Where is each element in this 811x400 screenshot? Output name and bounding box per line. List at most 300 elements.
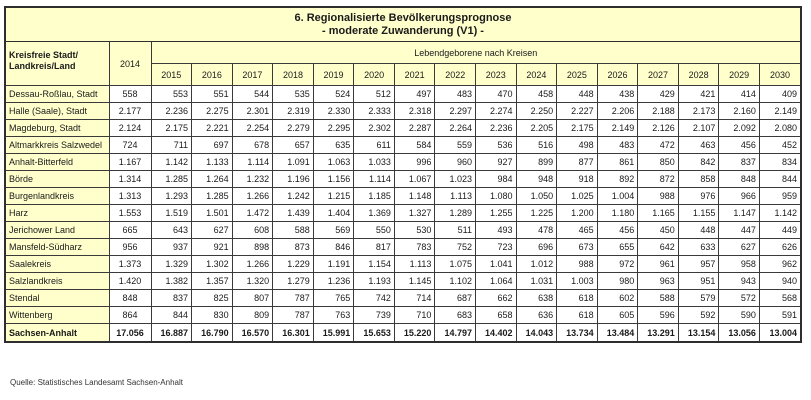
value-cell: 449 bbox=[759, 222, 800, 239]
year-header: 2017 bbox=[232, 64, 273, 86]
value-cell: 2.236 bbox=[476, 120, 517, 137]
value-cell: 551 bbox=[192, 86, 233, 103]
value-cell: 14.043 bbox=[516, 324, 557, 342]
base-year-cell: 1.373 bbox=[109, 256, 151, 273]
value-cell: 2.175 bbox=[557, 120, 598, 137]
value-cell: 1.003 bbox=[557, 273, 598, 290]
value-cell: 497 bbox=[394, 86, 435, 103]
value-cell: 1.369 bbox=[354, 205, 395, 222]
value-cell: 1.382 bbox=[151, 273, 192, 290]
value-cell: 2.264 bbox=[435, 120, 476, 137]
value-cell: 1.180 bbox=[597, 205, 638, 222]
value-cell: 837 bbox=[151, 290, 192, 307]
value-cell: 512 bbox=[354, 86, 395, 103]
year-header: 2018 bbox=[273, 64, 314, 86]
value-cell: 1.133 bbox=[192, 154, 233, 171]
value-cell: 535 bbox=[273, 86, 314, 103]
value-cell: 1.225 bbox=[516, 205, 557, 222]
value-cell: 1.142 bbox=[151, 154, 192, 171]
value-cell: 2.254 bbox=[232, 120, 273, 137]
value-cell: 1.320 bbox=[232, 273, 273, 290]
value-cell: 765 bbox=[313, 290, 354, 307]
value-cell: 13.734 bbox=[557, 324, 598, 342]
value-cell: 596 bbox=[638, 307, 679, 324]
value-cell: 16.301 bbox=[273, 324, 314, 342]
value-cell: 678 bbox=[232, 137, 273, 154]
value-cell: 1.185 bbox=[354, 188, 395, 205]
value-cell: 1.242 bbox=[273, 188, 314, 205]
value-cell: 898 bbox=[232, 239, 273, 256]
value-cell: 13.484 bbox=[597, 324, 638, 342]
value-cell: 602 bbox=[597, 290, 638, 307]
value-cell: 618 bbox=[557, 290, 598, 307]
value-cell: 2.301 bbox=[232, 103, 273, 120]
value-cell: 516 bbox=[516, 137, 557, 154]
value-cell: 524 bbox=[313, 86, 354, 103]
table-row bbox=[6, 103, 800, 120]
table-row bbox=[6, 205, 800, 222]
value-cell: 1.472 bbox=[232, 205, 273, 222]
table-row bbox=[6, 86, 800, 103]
value-cell: 14.797 bbox=[435, 324, 476, 342]
value-cell: 844 bbox=[151, 307, 192, 324]
table-row bbox=[6, 307, 800, 324]
value-cell: 1.145 bbox=[394, 273, 435, 290]
base-year-cell: 1.167 bbox=[109, 154, 151, 171]
value-cell: 1.147 bbox=[719, 205, 760, 222]
total-row bbox=[6, 324, 800, 342]
table-row bbox=[6, 256, 800, 273]
value-cell: 697 bbox=[192, 137, 233, 154]
value-cell: 2.149 bbox=[597, 120, 638, 137]
value-cell: 921 bbox=[192, 239, 233, 256]
value-cell: 1.148 bbox=[394, 188, 435, 205]
value-cell: 940 bbox=[759, 273, 800, 290]
year-header: 2023 bbox=[476, 64, 517, 86]
value-cell: 927 bbox=[476, 154, 517, 171]
value-cell: 568 bbox=[759, 290, 800, 307]
year-header: 2030 bbox=[759, 64, 800, 86]
value-cell: 846 bbox=[313, 239, 354, 256]
value-cell: 1.229 bbox=[273, 256, 314, 273]
value-cell: 456 bbox=[719, 137, 760, 154]
value-cell: 1.155 bbox=[678, 205, 719, 222]
value-cell: 988 bbox=[557, 256, 598, 273]
value-cell: 1.302 bbox=[192, 256, 233, 273]
value-cell: 1.193 bbox=[354, 273, 395, 290]
value-cell: 536 bbox=[476, 137, 517, 154]
value-cell: 1.114 bbox=[232, 154, 273, 171]
value-cell: 1.404 bbox=[313, 205, 354, 222]
region-name-cell: Salzlandkreis bbox=[6, 273, 109, 290]
value-cell: 608 bbox=[232, 222, 273, 239]
value-cell: 742 bbox=[354, 290, 395, 307]
value-cell: 1.004 bbox=[597, 188, 638, 205]
value-cell: 1.041 bbox=[476, 256, 517, 273]
value-cell: 980 bbox=[597, 273, 638, 290]
value-cell: 1.165 bbox=[638, 205, 679, 222]
value-cell: 2.275 bbox=[192, 103, 233, 120]
value-cell: 2.206 bbox=[597, 103, 638, 120]
value-cell: 448 bbox=[557, 86, 598, 103]
value-cell: 2.319 bbox=[273, 103, 314, 120]
value-cell: 858 bbox=[678, 171, 719, 188]
value-cell: 696 bbox=[516, 239, 557, 256]
value-cell: 638 bbox=[516, 290, 557, 307]
value-cell: 963 bbox=[638, 273, 679, 290]
year-header: 2025 bbox=[557, 64, 598, 86]
value-cell: 976 bbox=[678, 188, 719, 205]
value-cell: 16.790 bbox=[192, 324, 233, 342]
value-cell: 809 bbox=[232, 307, 273, 324]
value-cell: 2.205 bbox=[516, 120, 557, 137]
value-cell: 2.250 bbox=[516, 103, 557, 120]
value-cell: 1.080 bbox=[476, 188, 517, 205]
title-line-2: - moderate Zuwanderung (V1) - bbox=[322, 24, 484, 37]
value-cell: 825 bbox=[192, 290, 233, 307]
year-header: 2024 bbox=[516, 64, 557, 86]
value-cell: 421 bbox=[678, 86, 719, 103]
value-cell: 959 bbox=[759, 188, 800, 205]
value-cell: 1.266 bbox=[232, 256, 273, 273]
value-cell: 1.091 bbox=[273, 154, 314, 171]
region-name-cell: Dessau-Roßlau, Stadt bbox=[6, 86, 109, 103]
table-row bbox=[6, 239, 800, 256]
value-cell: 711 bbox=[151, 137, 192, 154]
value-cell: 463 bbox=[678, 137, 719, 154]
value-cell: 579 bbox=[678, 290, 719, 307]
region-name-cell: Sachsen-Anhalt bbox=[6, 324, 109, 342]
value-cell: 763 bbox=[313, 307, 354, 324]
region-name-cell: Anhalt-Bitterfeld bbox=[6, 154, 109, 171]
year-header: 2028 bbox=[678, 64, 719, 86]
value-cell: 1.023 bbox=[435, 171, 476, 188]
value-cell: 657 bbox=[273, 137, 314, 154]
value-cell: 1.196 bbox=[273, 171, 314, 188]
value-cell: 1.327 bbox=[394, 205, 435, 222]
value-cell: 2.287 bbox=[394, 120, 435, 137]
value-cell: 1.063 bbox=[313, 154, 354, 171]
base-year-cell: 864 bbox=[109, 307, 151, 324]
value-cell: 1.033 bbox=[354, 154, 395, 171]
value-cell: 2.160 bbox=[719, 103, 760, 120]
value-cell: 618 bbox=[557, 307, 598, 324]
value-cell: 1.031 bbox=[516, 273, 557, 290]
table-header bbox=[6, 42, 800, 86]
value-cell: 1.067 bbox=[394, 171, 435, 188]
value-cell: 783 bbox=[394, 239, 435, 256]
value-cell: 2.333 bbox=[354, 103, 395, 120]
value-cell: 553 bbox=[151, 86, 192, 103]
value-cell: 683 bbox=[435, 307, 476, 324]
value-cell: 627 bbox=[192, 222, 233, 239]
value-cell: 483 bbox=[435, 86, 476, 103]
value-cell: 1.285 bbox=[151, 171, 192, 188]
value-cell: 714 bbox=[394, 290, 435, 307]
table-row bbox=[6, 137, 800, 154]
value-cell: 16.887 bbox=[151, 324, 192, 342]
region-name-cell: Saalekreis bbox=[6, 256, 109, 273]
value-cell: 673 bbox=[557, 239, 598, 256]
value-cell: 1.075 bbox=[435, 256, 476, 273]
value-cell: 498 bbox=[557, 137, 598, 154]
year-header: 2029 bbox=[719, 64, 760, 86]
value-cell: 687 bbox=[435, 290, 476, 307]
value-cell: 1.102 bbox=[435, 273, 476, 290]
value-cell: 530 bbox=[394, 222, 435, 239]
value-cell: 830 bbox=[192, 307, 233, 324]
year-header: 2020 bbox=[354, 64, 395, 86]
value-cell: 2.295 bbox=[313, 120, 354, 137]
year-header: 2027 bbox=[638, 64, 679, 86]
region-name-cell: Harz bbox=[6, 205, 109, 222]
year-header: 2021 bbox=[394, 64, 435, 86]
value-cell: 636 bbox=[516, 307, 557, 324]
value-cell: 948 bbox=[516, 171, 557, 188]
value-cell: 662 bbox=[476, 290, 517, 307]
value-cell: 2.175 bbox=[151, 120, 192, 137]
value-cell: 16.570 bbox=[232, 324, 273, 342]
table-row bbox=[6, 290, 800, 307]
value-cell: 2.302 bbox=[354, 120, 395, 137]
value-cell: 2.173 bbox=[678, 103, 719, 120]
value-cell: 448 bbox=[678, 222, 719, 239]
base-year-cell: 2.124 bbox=[109, 120, 151, 137]
value-cell: 483 bbox=[597, 137, 638, 154]
value-cell: 2.227 bbox=[557, 103, 598, 120]
value-cell: 590 bbox=[719, 307, 760, 324]
value-cell: 1.519 bbox=[151, 205, 192, 222]
value-cell: 591 bbox=[759, 307, 800, 324]
value-cell: 1.064 bbox=[476, 273, 517, 290]
value-cell: 588 bbox=[638, 290, 679, 307]
value-cell: 414 bbox=[719, 86, 760, 103]
year-header: 2026 bbox=[597, 64, 638, 86]
value-cell: 438 bbox=[597, 86, 638, 103]
value-cell: 892 bbox=[597, 171, 638, 188]
region-name-cell: Halle (Saale), Stadt bbox=[6, 103, 109, 120]
base-year-cell: 17.056 bbox=[109, 324, 151, 342]
value-cell: 1.501 bbox=[192, 205, 233, 222]
value-cell: 988 bbox=[638, 188, 679, 205]
title-line-1: 6. Regionalisierte Bevölkerungsprognose bbox=[294, 11, 512, 24]
forecast-group-header: Lebendgeborene nach Kreisen bbox=[151, 42, 800, 64]
value-cell: 1.215 bbox=[313, 188, 354, 205]
value-cell: 478 bbox=[516, 222, 557, 239]
value-cell: 996 bbox=[394, 154, 435, 171]
value-cell: 984 bbox=[476, 171, 517, 188]
base-year-header: 2014 bbox=[109, 42, 151, 86]
value-cell: 1.113 bbox=[435, 188, 476, 205]
base-year-cell: 1.420 bbox=[109, 273, 151, 290]
value-cell: 2.236 bbox=[151, 103, 192, 120]
value-cell: 962 bbox=[759, 256, 800, 273]
value-cell: 807 bbox=[232, 290, 273, 307]
value-cell: 2.221 bbox=[192, 120, 233, 137]
value-cell: 409 bbox=[759, 86, 800, 103]
value-cell: 605 bbox=[597, 307, 638, 324]
source-note: Quelle: Statistisches Landesamt Sachsen-Anhalt bbox=[10, 378, 183, 387]
value-cell: 550 bbox=[354, 222, 395, 239]
value-cell: 1.232 bbox=[232, 171, 273, 188]
value-cell: 626 bbox=[759, 239, 800, 256]
value-cell: 447 bbox=[719, 222, 760, 239]
value-cell: 635 bbox=[313, 137, 354, 154]
value-cell: 873 bbox=[273, 239, 314, 256]
value-cell: 1.142 bbox=[759, 205, 800, 222]
value-cell: 850 bbox=[638, 154, 679, 171]
value-cell: 958 bbox=[719, 256, 760, 273]
value-cell: 2.330 bbox=[313, 103, 354, 120]
value-cell: 633 bbox=[678, 239, 719, 256]
year-header: 2015 bbox=[151, 64, 192, 86]
value-cell: 2.188 bbox=[638, 103, 679, 120]
value-cell: 1.200 bbox=[557, 205, 598, 222]
region-name-cell: Jerichower Land bbox=[6, 222, 109, 239]
region-name-cell: Mansfeld-Südharz bbox=[6, 239, 109, 256]
value-cell: 872 bbox=[638, 171, 679, 188]
value-cell: 569 bbox=[313, 222, 354, 239]
value-cell: 1.264 bbox=[192, 171, 233, 188]
value-cell: 966 bbox=[719, 188, 760, 205]
base-year-cell: 1.553 bbox=[109, 205, 151, 222]
value-cell: 2.279 bbox=[273, 120, 314, 137]
value-cell: 961 bbox=[638, 256, 679, 273]
value-cell: 13.056 bbox=[719, 324, 760, 342]
value-cell: 588 bbox=[273, 222, 314, 239]
value-cell: 844 bbox=[759, 171, 800, 188]
value-cell: 972 bbox=[597, 256, 638, 273]
value-cell: 943 bbox=[719, 273, 760, 290]
region-column-header: Kreisfreie Stadt/ Landkreis/Land bbox=[6, 42, 109, 86]
year-header: 2019 bbox=[313, 64, 354, 86]
value-cell: 1.289 bbox=[435, 205, 476, 222]
value-cell: 472 bbox=[638, 137, 679, 154]
value-cell: 848 bbox=[719, 171, 760, 188]
value-cell: 1.357 bbox=[192, 273, 233, 290]
value-cell: 2.080 bbox=[759, 120, 800, 137]
value-cell: 752 bbox=[435, 239, 476, 256]
value-cell: 429 bbox=[638, 86, 679, 103]
base-year-cell: 665 bbox=[109, 222, 151, 239]
table-row bbox=[6, 188, 800, 205]
value-cell: 2.297 bbox=[435, 103, 476, 120]
base-year-cell: 724 bbox=[109, 137, 151, 154]
value-cell: 15.653 bbox=[354, 324, 395, 342]
value-cell: 960 bbox=[435, 154, 476, 171]
value-cell: 470 bbox=[476, 86, 517, 103]
value-cell: 937 bbox=[151, 239, 192, 256]
value-cell: 1.025 bbox=[557, 188, 598, 205]
base-year-cell: 1.314 bbox=[109, 171, 151, 188]
base-year-cell: 558 bbox=[109, 86, 151, 103]
value-cell: 2.092 bbox=[719, 120, 760, 137]
year-header: 2022 bbox=[435, 64, 476, 86]
value-cell: 450 bbox=[638, 222, 679, 239]
value-cell: 456 bbox=[597, 222, 638, 239]
value-cell: 1.114 bbox=[354, 171, 395, 188]
value-cell: 584 bbox=[394, 137, 435, 154]
value-cell: 658 bbox=[476, 307, 517, 324]
table-row bbox=[6, 171, 800, 188]
table-row bbox=[6, 273, 800, 290]
base-year-cell: 848 bbox=[109, 290, 151, 307]
table-row bbox=[6, 222, 800, 239]
value-cell: 723 bbox=[476, 239, 517, 256]
value-cell: 951 bbox=[678, 273, 719, 290]
value-cell: 544 bbox=[232, 86, 273, 103]
value-cell: 1.266 bbox=[232, 188, 273, 205]
value-cell: 1.279 bbox=[273, 273, 314, 290]
value-cell: 2.318 bbox=[394, 103, 435, 120]
table-title bbox=[6, 8, 800, 42]
value-cell: 710 bbox=[394, 307, 435, 324]
region-name-cell: Altmarkkreis Salzwedel bbox=[6, 137, 109, 154]
value-cell: 877 bbox=[557, 154, 598, 171]
region-name-cell: Wittenberg bbox=[6, 307, 109, 324]
value-cell: 739 bbox=[354, 307, 395, 324]
value-cell: 452 bbox=[759, 137, 800, 154]
value-cell: 899 bbox=[516, 154, 557, 171]
value-cell: 493 bbox=[476, 222, 517, 239]
value-cell: 592 bbox=[678, 307, 719, 324]
region-name-cell: Börde bbox=[6, 171, 109, 188]
value-cell: 787 bbox=[273, 307, 314, 324]
value-cell: 1.236 bbox=[313, 273, 354, 290]
value-cell: 511 bbox=[435, 222, 476, 239]
value-cell: 957 bbox=[678, 256, 719, 273]
value-cell: 861 bbox=[597, 154, 638, 171]
base-year-cell: 2.177 bbox=[109, 103, 151, 120]
value-cell: 642 bbox=[638, 239, 679, 256]
table-frame bbox=[4, 6, 802, 343]
value-cell: 1.113 bbox=[394, 256, 435, 273]
value-cell: 1.439 bbox=[273, 205, 314, 222]
value-cell: 465 bbox=[557, 222, 598, 239]
value-cell: 572 bbox=[719, 290, 760, 307]
value-cell: 1.012 bbox=[516, 256, 557, 273]
value-cell: 611 bbox=[354, 137, 395, 154]
value-cell: 655 bbox=[597, 239, 638, 256]
value-cell: 837 bbox=[719, 154, 760, 171]
value-cell: 2.126 bbox=[638, 120, 679, 137]
value-cell: 817 bbox=[354, 239, 395, 256]
value-cell: 559 bbox=[435, 137, 476, 154]
value-cell: 1.255 bbox=[476, 205, 517, 222]
population-table bbox=[6, 42, 800, 341]
table-row bbox=[6, 154, 800, 171]
region-name-cell: Stendal bbox=[6, 290, 109, 307]
base-year-cell: 956 bbox=[109, 239, 151, 256]
value-cell: 13.004 bbox=[759, 324, 800, 342]
value-cell: 1.285 bbox=[192, 188, 233, 205]
value-cell: 15.220 bbox=[394, 324, 435, 342]
value-cell: 2.107 bbox=[678, 120, 719, 137]
value-cell: 1.154 bbox=[354, 256, 395, 273]
region-name-cell: Magdeburg, Stadt bbox=[6, 120, 109, 137]
value-cell: 15.991 bbox=[313, 324, 354, 342]
region-name-cell: Burgenlandkreis bbox=[6, 188, 109, 205]
value-cell: 1.050 bbox=[516, 188, 557, 205]
value-cell: 1.191 bbox=[313, 256, 354, 273]
value-cell: 643 bbox=[151, 222, 192, 239]
value-cell: 627 bbox=[719, 239, 760, 256]
value-cell: 787 bbox=[273, 290, 314, 307]
value-cell: 1.329 bbox=[151, 256, 192, 273]
base-year-cell: 1.313 bbox=[109, 188, 151, 205]
table-row bbox=[6, 120, 800, 137]
value-cell: 13.154 bbox=[678, 324, 719, 342]
